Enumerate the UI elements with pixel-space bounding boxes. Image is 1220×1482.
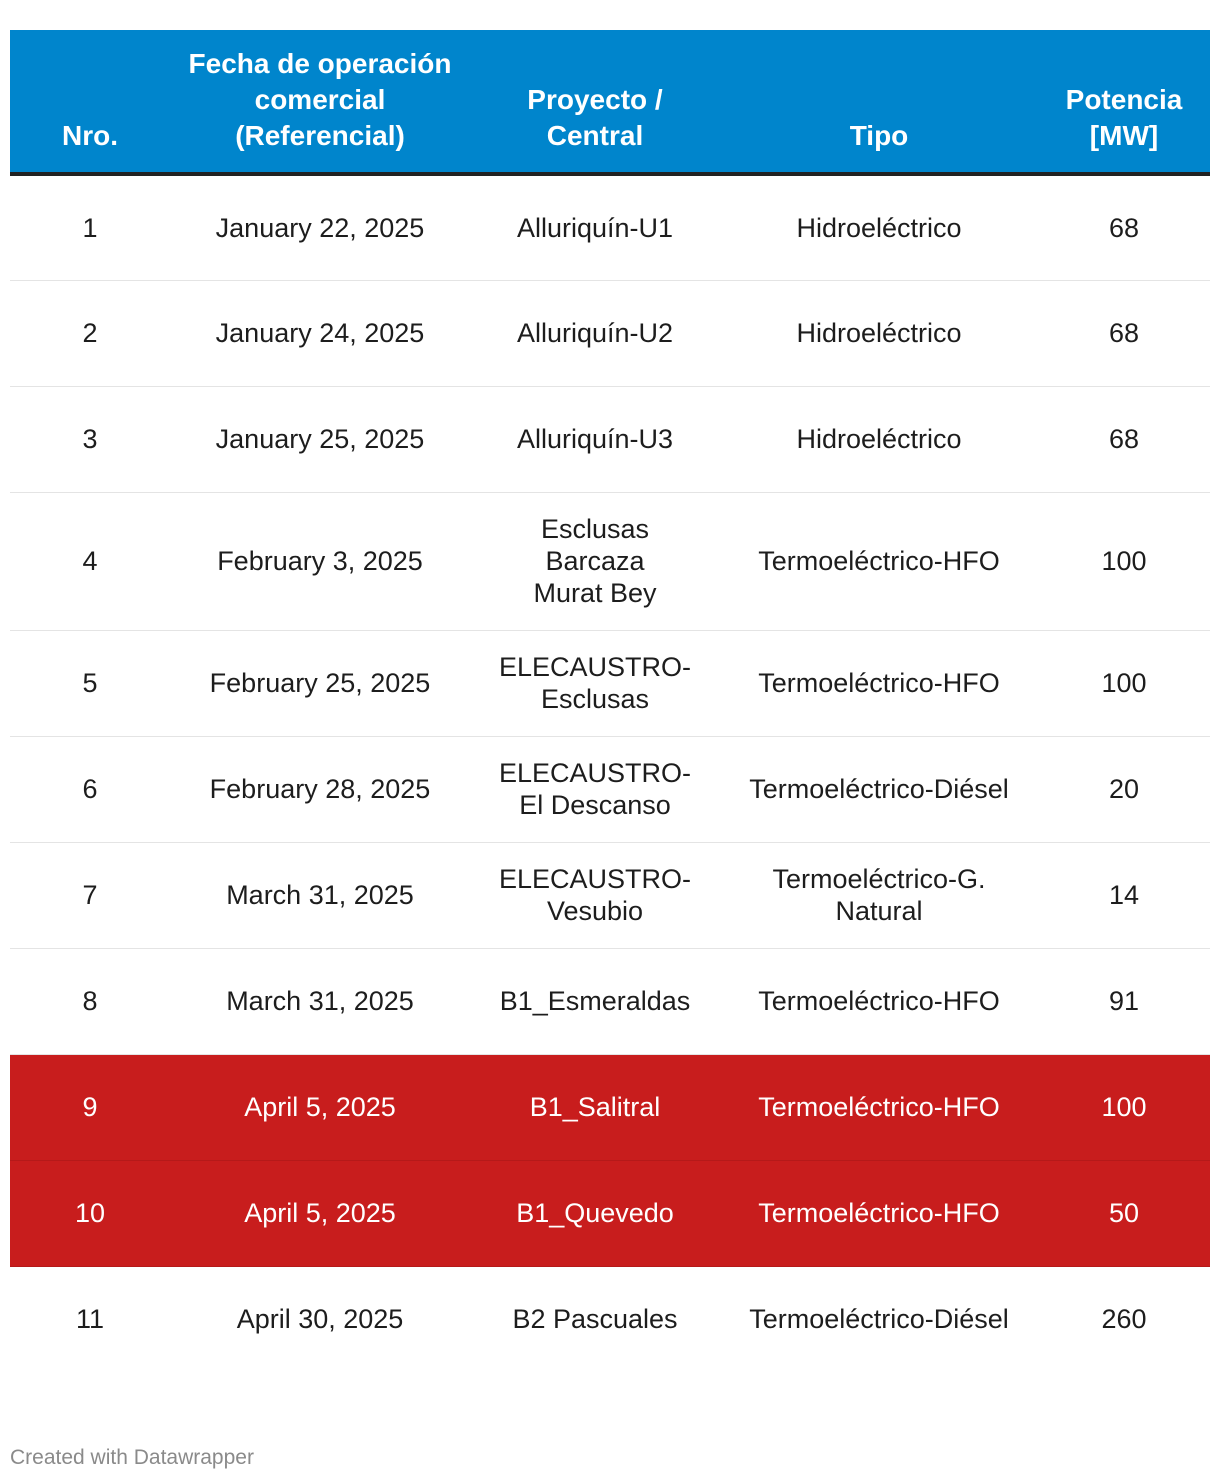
cell-tipo: Hidroeléctrico [720, 280, 1038, 386]
cell-nro: 2 [10, 280, 170, 386]
cell-tipo: Termoeléctrico-Diésel [749, 1304, 1009, 1335]
cell-proyecto: Alluriquín-U1 [470, 174, 720, 280]
table-row [10, 386, 1210, 492]
table-row [10, 842, 1210, 948]
cell-nro: 10 [10, 1160, 170, 1266]
header-potencia[interactable]: Potencia [MW] [1038, 30, 1210, 174]
cell-fecha: February 25, 2025 [170, 630, 470, 736]
cell-potencia: 68 [1038, 386, 1210, 492]
cell-fecha: February 3, 2025 [170, 492, 470, 630]
cell-nro: 4 [10, 492, 170, 630]
cell-tipo: Hidroeléctrico [720, 386, 1038, 492]
cell-proyecto: Esclusas Barcaza Murat Bey [470, 492, 720, 630]
cell-tipo: Termoeléctrico-HFO [720, 1160, 1038, 1266]
cell-tipo: Termoeléctrico-HFO [720, 948, 1038, 1054]
cell-potencia: 100 [1038, 1054, 1210, 1160]
table-row [10, 174, 1210, 280]
cell-potencia: 20 [1038, 736, 1210, 842]
table-row-highlighted [10, 1160, 1210, 1266]
cell-tipo: Termoeléctrico-HFO [720, 492, 1038, 630]
cell-proyecto: B1_Esmeraldas [470, 948, 720, 1054]
cell-nro: 1 [10, 174, 170, 280]
cell-fecha: April 5, 2025 [170, 1160, 470, 1266]
cell-potencia: 100 [1038, 492, 1210, 630]
cell-potencia: 50 [1038, 1160, 1210, 1266]
table-row [10, 736, 1210, 842]
cell-potencia: 14 [1038, 842, 1210, 948]
cell-tipo: Termoeléctrico-G. Natural [720, 842, 1038, 948]
table-row [10, 1266, 1210, 1372]
table-row-highlighted [10, 1054, 1210, 1160]
header-tipo[interactable]: Tipo [720, 30, 1038, 174]
cell-tipo: Termoeléctrico-HFO [720, 1054, 1038, 1160]
cell-potencia: 68 [1038, 174, 1210, 280]
cell-potencia: 260 [1101, 1304, 1147, 1335]
cell-fecha: April 30, 2025 [236, 1304, 404, 1335]
cell-potencia: 68 [1038, 280, 1210, 386]
cell-fecha: February 28, 2025 [170, 736, 470, 842]
header-proyecto[interactable]: Proyecto / Central [470, 30, 720, 174]
cell-proyecto: ELECAUSTRO-Esclusas [470, 630, 720, 736]
table-row [10, 630, 1210, 736]
cell-fecha: April 5, 2025 [170, 1054, 470, 1160]
cell-nro: 9 [10, 1054, 170, 1160]
cell-fecha: March 31, 2025 [170, 842, 470, 948]
cell-nro: 8 [10, 948, 170, 1054]
cell-proyecto: Alluriquín-U3 [470, 386, 720, 492]
cell-proyecto: ELECAUSTRO-El Descanso [470, 736, 720, 842]
header-nro[interactable]: Nro. [10, 30, 170, 174]
cell-proyecto: B2 Pascuales [512, 1304, 678, 1335]
header-row [10, 30, 1210, 174]
cell-nro: 11 [75, 1304, 105, 1335]
cell-potencia: 91 [1038, 948, 1210, 1054]
cell-fecha: January 25, 2025 [170, 386, 470, 492]
table-body [10, 174, 1210, 1372]
table-row [10, 280, 1210, 386]
cell-proyecto: Alluriquín-U2 [470, 280, 720, 386]
cell-tipo: Termoeléctrico-Diésel [720, 736, 1038, 842]
cell-fecha: January 22, 2025 [170, 174, 470, 280]
table-row [10, 492, 1210, 630]
cell-fecha: March 31, 2025 [170, 948, 470, 1054]
cell-nro: 6 [10, 736, 170, 842]
datawrapper-credit[interactable]: Created with Datawrapper [10, 1446, 254, 1469]
cell-tipo: Termoeléctrico-HFO [720, 630, 1038, 736]
cell-tipo: Hidroeléctrico [720, 174, 1038, 280]
cell-fecha: January 24, 2025 [170, 280, 470, 386]
header-fecha[interactable]: Fecha de operación comercial (Referencial) [170, 30, 470, 174]
projects-table [10, 30, 1210, 1372]
cell-nro: 7 [10, 842, 170, 948]
cell-proyecto: B1_Quevedo [470, 1160, 720, 1266]
table-row [10, 948, 1210, 1054]
cell-nro: 3 [10, 386, 170, 492]
cell-nro: 5 [10, 630, 170, 736]
table-header [10, 30, 1210, 174]
cell-proyecto: ELECAUSTRO-Vesubio [470, 842, 720, 948]
cell-potencia: 100 [1038, 630, 1210, 736]
data-table-container [10, 30, 1210, 1372]
cell-proyecto: B1_Salitral [470, 1054, 720, 1160]
